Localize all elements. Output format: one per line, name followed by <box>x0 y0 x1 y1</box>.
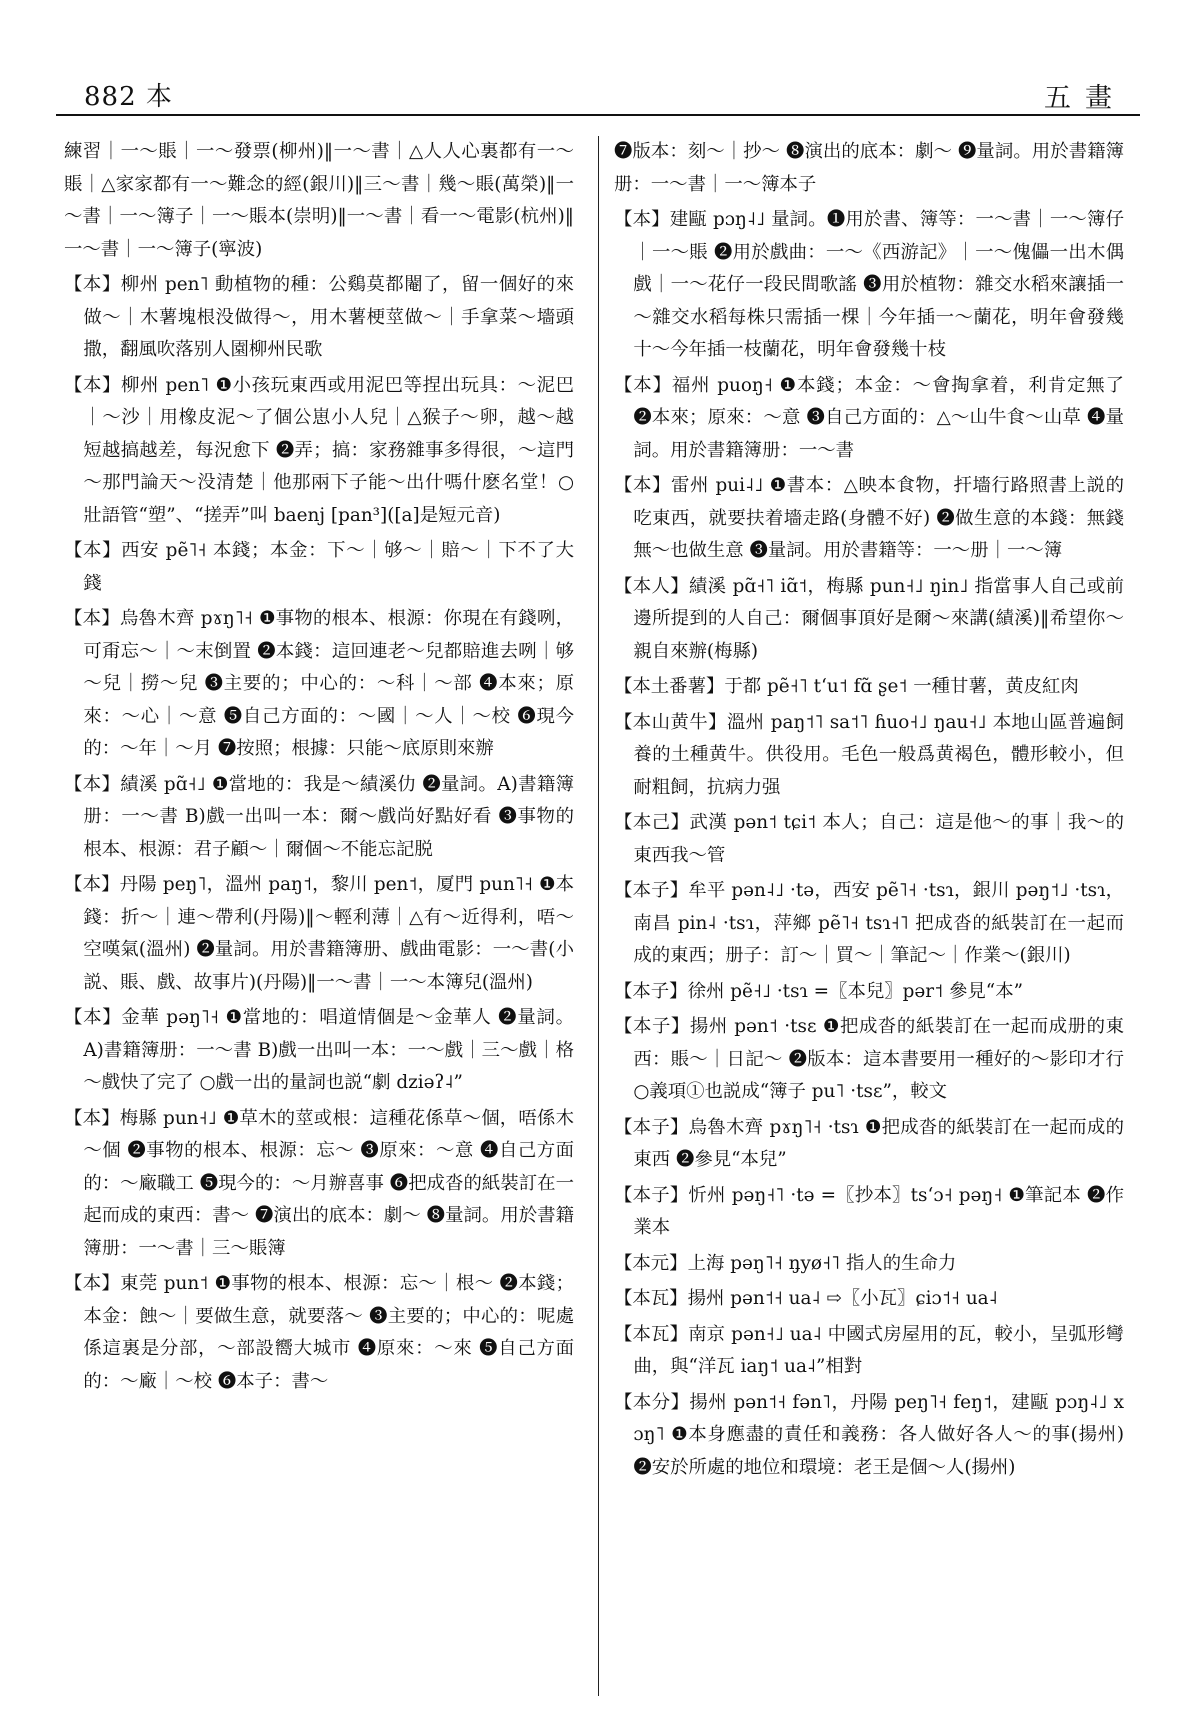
dictionary-entry: 【本分】揚州 pən˦˧ fən˥，丹陽 peŋ˥˧ feŋ˦，建甌 pɔŋ˨˩ xɔŋ˥ ❶本身應盡的責任和義務：各人做好各人～的事(揚州) ❷安於所處的地位和環境：老王是個～人(揚州) <box>614 1391 1124 1478</box>
header-rule <box>56 114 1140 116</box>
dictionary-entry: ❼版本：刻～｜抄～ ❽演出的底本：劇～ ❾量詞。用於書籍簿册：一～書｜一～簿本子 <box>614 141 1124 195</box>
dictionary-entry: 【本】福州 puoŋ˧ ❶本錢；本金：～會掏拿着，利肯定無了 ❷本來；原來：～意 ❸自己方面的：△～山牛食～山草 ❹量詞。用於書籍簿册：一～書 <box>614 374 1124 461</box>
dictionary-entry: 【本】柳州 pen˥ 動植物的種：公鷄莫都閹了，留一個好的來做～｜木薯塊根没做得～，用木薯梗莖做～｜手拿菜～墻頭撒，翻風吹落别人園柳州民歌 <box>64 274 574 360</box>
page-header <box>56 70 1140 114</box>
dictionary-entry: 【本子】揚州 pən˦ ·tsɛ ❶把成沓的紙裝訂在一起而成册的東西：賬～｜日記～ ❷版本：這本書要用一種好的～影印才行 ○義項①也説成“簿子 pu˥ ·tsɛ”，較文 <box>614 1016 1124 1102</box>
dictionary-entry: 【本人】績溪 pɑ̃˧˥ iɑ̃˦，梅縣 pun˧˩ ŋin˩ 指當事人自己或前邊所提到的人自己：爾個事頂好是爾～來講(績溪)‖希望你～親自來辦(梅縣) <box>614 575 1124 662</box>
dictionary-entry: 【本子】忻州 pəŋ˧˥ ·tə =〖抄本〗tsʻɔ˧ pəŋ˧ ❶筆記本 ❷作業本 <box>614 1184 1124 1238</box>
left-column <box>64 136 574 1696</box>
dictionary-entry: 【本】建甌 pɔŋ˨˩ 量詞。❶用於書、簿等：一～書｜一～簿仔｜一～賬 ❷用於戲曲：一～《西游記》｜一～傀儡一出木偶戲｜一～花仔一段民間歌謠 ❸用於植物：雜交水稻來讓插一～雜交水稻每株只需插一棵｜今年插一～蘭花，明年會發幾十～今年插一枝蘭花，明年會發幾十枝 <box>614 209 1124 360</box>
dictionary-entry: 【本子】牟平 pən˨˩ ·tə，西安 pẽ˥˧ ·tsɿ，銀川 pəŋ˦˩ ·tsɿ，南昌 pin˨ ·tsɿ，萍鄉 pẽ˥˧ tsɿ˧˥ 把成沓的紙裝訂在一起而成的東西；册子：訂～｜買～｜筆記～｜作業～(銀川) <box>614 880 1124 966</box>
dictionary-entry: 【本己】武漢 pən˦ tɕi˦ 本人；自己：這是他～的事｜我～的東西我～管 <box>614 812 1124 866</box>
dictionary-entry: 【本】柳州 pen˥ ❶小孩玩東西或用泥巴等捏出玩具：～泥巴｜～沙｜用橡皮泥～了個公崽小人兒｜△猴子～卵，越～越短越搞越差，每況愈下 ❷弄；搞：家務雜事多得很，～這門～那門論天～没清楚｜他那兩下子能～出什嗎什麽名堂！○壯語管“塑”、“搓弄”叫 baenj [pan³]([a]是短元音) <box>64 374 574 526</box>
dictionary-entry: 【本】東莞 pun˦ ❶事物的根本、根源：忘～｜根～ ❷本錢；本金：蝕～｜要做生意，就要落～ ❸主要的；中心的：呢處係這裏是分部，～部設嚮大城市 ❹原來：～來 ❺自己方面的：～廠｜～校 ❻本子：書～ <box>64 1273 574 1392</box>
dictionary-entry: 【本】金華 pəŋ˥˧ ❶當地的：唱道情個是～金華人 ❷量詞。A)書籍簿册：一～書 B)戲一出叫一本：一～戲｜三～戲｜格～戲快了完了 ○戲一出的量詞也説“劇 dziəʔ˨” <box>64 1007 574 1093</box>
dictionary-entry: 【本元】上海 pəŋ˥˧ n̡yø˧˥ 指人的生命力 <box>614 1252 957 1274</box>
dictionary-entry: 【本】梅縣 pun˧˩ ❶草木的莖或根：這種花係草～個，唔係木～個 ❷事物的根本、根源：忘～ ❸原來：～意 ❹自己方面的：～廠職工 ❺現今的：～月辦喜事 ❻把成沓的紙裝訂在一起而成的東西：書～ ❼演出的底本：劇～ ❽量詞。用於書籍簿册：一～書｜三～賬簿 <box>64 1107 574 1259</box>
dictionary-entry: 【本瓦】南京 pən˧˩ ua˨ 中國式房屋用的瓦，較小，呈弧形彎曲，與“洋瓦 iaŋ˦ ua˨”相對 <box>614 1323 1124 1377</box>
section-title: 五畫 <box>1044 83 1126 114</box>
right-column <box>614 136 1124 1696</box>
dictionary-entry: 【本】雷州 pui˨˩ ❶書本：△映本食物，扞墻行路照書上説的吃東西，就要扶着墻走路(身體不好) ❷做生意的本錢：無錢無～也做生意 ❸量詞。用於書籍等：一～册｜一～簿 <box>614 475 1124 561</box>
dictionary-entry: 【本瓦】揚州 pən˦˧ ua˨ ⇨〖小瓦〗ɕiɔ˦˧ ua˨ <box>614 1288 998 1309</box>
dictionary-body <box>64 136 1124 1696</box>
page-number-and-headword: 882 本 <box>84 82 173 112</box>
column-divider <box>598 136 599 1696</box>
dictionary-entry: 【本子】烏魯木齊 pɤŋ˥˧ ·tsɿ ❶把成沓的紙裝訂在一起而成的東西 ❷參見“本兒” <box>614 1116 1124 1170</box>
dictionary-entry: 【本】丹陽 peŋ˥，溫州 paŋ˦，黎川 pen˦，厦門 pun˥˧ ❶本錢：折～｜連～帶利(丹陽)‖～輕利薄｜△有～近得利，唔～空嘆氣(溫州) ❷量詞。用於書籍簿册、戲曲電影：一～書(小説、賬、戲、故事片)(丹陽)‖一～書｜一～本簿兒(溫州) <box>64 874 574 993</box>
dictionary-entry: 練習｜一～賬｜一～發票(柳州)‖一～書｜△人人心裏都有一～賬｜△家家都有一～難念的經(銀川)‖三～書｜幾～賬(萬榮)‖一～書｜一～簿子｜一～賬本(崇明)‖一～書｜看一～電影(杭州)‖一～書｜一～簿子(寧波) <box>64 141 574 260</box>
dictionary-entry: 【本】西安 pẽ˥˧ 本錢；本金：下～｜够～｜賠～｜下不了大錢 <box>64 540 574 594</box>
dictionary-entry: 【本山黄牛】溫州 paŋ˦˥ sa˦˥ ɦuo˧˩ ŋau˧˩ 本地山區普遍飼養的土種黄牛。供役用。毛色一般爲黄褐色，體形較小，但耐粗飼，抗病力强 <box>614 711 1124 798</box>
dictionary-entry: 【本】績溪 pɑ̃˧˩ ❶當地的：我是～績溪仂 ❷量詞。A)書籍簿册：一～書 B)戲一出叫一本：爾～戲尚好點好看 ❸事物的根本、根源：君子顧～｜爾個～不能忘記脱 <box>64 773 574 860</box>
dictionary-entry: 【本土番薯】于都 pẽ˧˥ tʻu˦ fɑ̃ ʂe˦ 一種甘薯，黄皮紅肉 <box>614 676 1079 697</box>
dictionary-entry: 【本】烏魯木齊 pɤŋ˥˧ ❶事物的根本、根源：你現在有錢咧，可甭忘～｜～末倒置 ❷本錢：這回連老～兒都賠進去咧｜够～兒｜撈～兒 ❸主要的；中心的：～科｜～部 ❹本來；原來：～心｜～意 ❺自己方面的：～國｜～人｜～校 ❻現今的：～年｜～月 ❼按照；根據：只能～底原則來辦 <box>64 608 574 759</box>
dictionary-entry: 【本子】徐州 pẽ˧˩ ·tsɿ =〖本兒〗pər˦ 參見“本” <box>614 980 1023 1002</box>
